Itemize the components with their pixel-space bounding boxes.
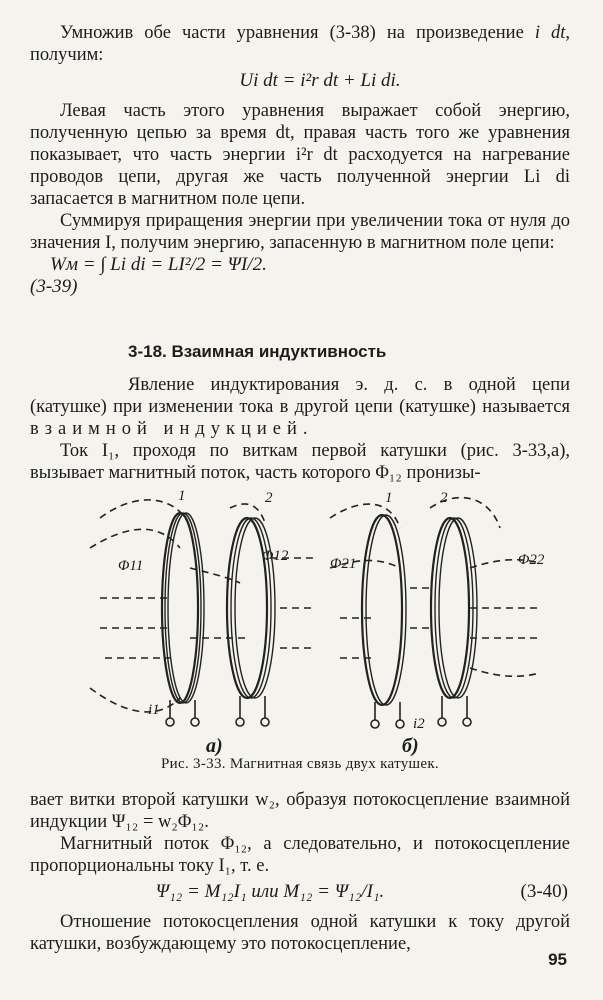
figure-3-33: [30, 488, 570, 756]
equation-3-40: Ψ₁₂ = M₁₂I₁ или M₁₂ = Ψ₁₂/I₁. (3-40): [155, 881, 568, 902]
section-heading: 3-18. Взаимная индуктивность: [128, 342, 387, 361]
subfigure-label-a: а): [206, 735, 223, 756]
equation-number: (3-39): [30, 276, 78, 297]
field-lines-a: [90, 500, 315, 712]
subfigure-label-b: б): [402, 735, 419, 756]
paragraph-definition: Явление индуктирования э. д. с. в одной цепи (катушке) при изменении тока в другой цепи (катушке) называется взаимной индукцией.: [30, 375, 570, 439]
paragraph-current: Ток I₁, проходя по виткам первой катушки (рис. 3-33,а), вызывает магнитный поток, часть которого Φ₁₂ пронизы-: [30, 441, 570, 483]
equation-3-39: Wм = ∫ Li di = LI²/2 = ΨI/2. (3-39): [30, 254, 267, 297]
equation-number: (3-40): [520, 881, 568, 902]
page-number: 95: [548, 950, 567, 969]
flux-label-12: Φ12: [262, 548, 289, 564]
paragraph-flux-proportional: Магнитный поток Φ₁₂, а следовательно, и потокосцепление пропорциональны току I₁, т. е.: [30, 834, 570, 876]
flux-label-11: Φ11: [118, 558, 144, 574]
coil-label-1-a: 1: [178, 488, 186, 504]
equation-energy-balance: Ui dt = i²r dt + Li di.: [239, 70, 401, 91]
flux-label-22: Φ22: [518, 552, 545, 568]
inline-math-i-dt: i dt: [534, 23, 566, 43]
figure-caption: Рис. 3-33. Магнитная связь двух катушек.: [161, 756, 439, 772]
paragraph-ratio: Отношение потокосцепления одной катушки к току другой катушки, возбуждающему это потокосцепление,: [30, 912, 570, 954]
paragraph-summation: Суммируя приращения энергии при увеличении тока от нуля до значения I, получим энергию, запасенную в магнитном поле цепи:: [30, 211, 570, 253]
coil-label-1-b: 1: [385, 490, 393, 506]
book-page: [30, 22, 570, 955]
coil-label-2-a: 2: [265, 490, 273, 506]
flux-label-21: Φ21: [330, 556, 357, 572]
coil-2-b: [431, 518, 477, 698]
current-label-i2: i2: [413, 716, 425, 732]
paragraph-continuation: вает витки второй катушки w₂, образуя потокосцепление взаимной индукции Ψ₁₂ = w₂Φ₁₂.: [30, 790, 570, 832]
paragraph-energy-explanation: Левая часть этого уравнения выражает собой энергию, полученную цепью за время dt, правая часть того же уравнения показывает, что часть энергии i²r dt расходуется на нагревание проводов цепи, другая же часть полученной энергии Li di запасается в магнитном поле цепи.: [30, 101, 570, 209]
magnetic-coupling-diagram: [30, 488, 570, 756]
coil-1-a: [162, 513, 204, 703]
coil-label-2-b: 2: [440, 490, 448, 506]
current-label-i1: i1: [148, 702, 160, 718]
term-mutual-induction: взаимной индукцией.: [30, 419, 314, 439]
paragraph-intro: Умножив обе части уравнения (3-38) на произведение i dt, получим:: [30, 23, 571, 65]
coil-1-b: [362, 515, 406, 705]
coil-2-a: [227, 518, 275, 698]
